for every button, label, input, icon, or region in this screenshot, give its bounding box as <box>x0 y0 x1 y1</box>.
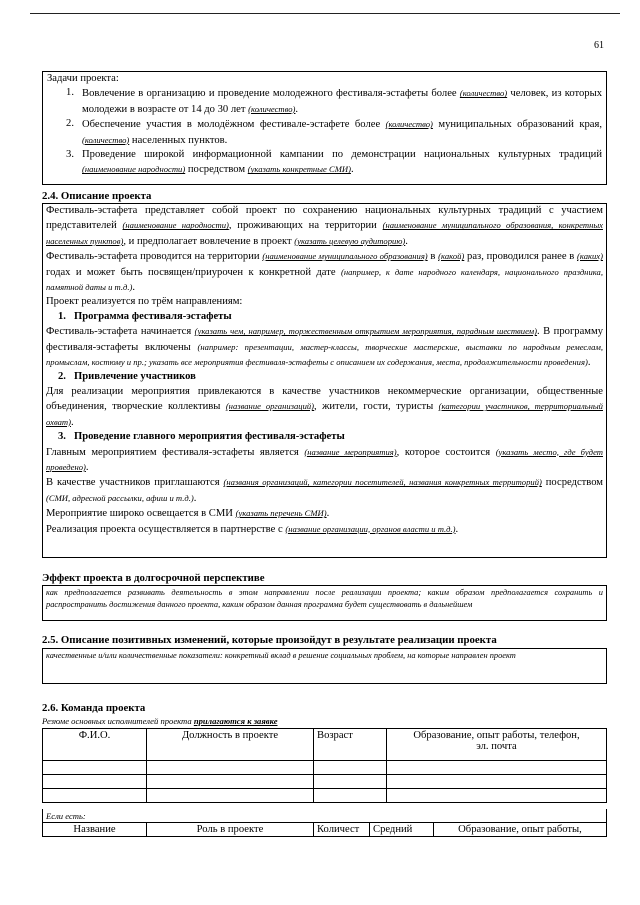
team-table-row <box>43 761 607 775</box>
tasks-heading: Задачи проекта: <box>47 73 119 84</box>
partners-table <box>42 822 607 837</box>
direction-3-text: Главным мероприятием фестиваля-эстафеты является (название мероприятия), которое состоится (указать место, где будет проведено). <box>46 446 604 473</box>
page-number: 61 <box>594 40 604 51</box>
header-quantity: Количест <box>314 823 370 837</box>
direction-3-title: 3. Проведение главного мероприятия фестиваля-эстафеты <box>58 431 345 443</box>
description-paragraph-2: Фестиваль-эстафета проводится на территории (наименование муниципального образования) в (какой) раз, проводился ранее в (каких) годах и может быть посвящен/приурочен к конкретной дате (например, к дате народного календаря, национального праздника, памятной даты и т.д.). <box>46 251 603 294</box>
team-table-row <box>43 789 607 803</box>
section-2-4-heading: 2.4. Описание проекта <box>42 190 152 202</box>
directions-intro: Проект реализуется по трём направлениям: <box>46 296 243 308</box>
task-item-1: 1. Вовлечение в организацию и проведение молодежного фестиваля-эстафеты более (количество) человек, из которых молодежи в возрасте от 14 до 30 лет (количество). <box>66 87 602 115</box>
positive-changes-box: качественные и/или количественные показатели: конкретный вклад в решение социальных проблем, на которые направлен проект <box>42 648 607 684</box>
team-table <box>42 728 607 803</box>
effect-box: как предполагается развивать деятельность в этом направлении после реализации проекта; каким образом предполагается сохранить и распространить достижения данного проекта, каким образом данная программа будет существовать в дальнейшем <box>42 585 607 621</box>
resume-note: Резюме основных исполнителей проекта прилагаются к заявке <box>42 716 278 726</box>
direction-1-text: Фестиваль-эстафета начинается (указать чем, например, торжественным открытием мероприятия, парадным шествием). В программу фестиваля-эстафеты включены (например: презентации, мастер-классы, творческие мастерские, выставки по народным ремеслам, промыслам, костюму и пр.; указать все мероприятия фестиваля-эстафеты с описанием их содержания, места, продолжительности проведения). <box>46 326 603 369</box>
header-name: Название <box>43 823 147 837</box>
direction-2-title: 2. Привлечение участников <box>58 371 196 383</box>
team-table-header <box>43 729 607 761</box>
task-item-2: 2. Обеспечение участия в молодёжном фестивале-эстафете более (количество) муниципальных образований края, (количество) населенных пунктов. <box>66 118 602 146</box>
direction-3-participants: В качестве участников приглашаются (названия организаций, категории посетителей, названия конкретных территорий) посредством (СМИ, адресной рассылки, афиш и т.д.). <box>46 477 603 504</box>
project-description-box <box>42 203 607 558</box>
section-2-5-heading: 2.5. Описание позитивных изменений, которые произойдут в результате реализации проекта <box>42 634 497 646</box>
effect-heading: Эффект проекта в долгосрочной перспективе <box>42 572 265 584</box>
description-paragraph-1: Фестиваль-эстафета представляет собой проект по сохранению национальных культурных традиций с участием представителей (наименование народности), проживающих на территории (наименование муниципального образования, конкретных населенных пунктов), и предполагает вовлечение в проект (указать целевую аудиторию). <box>46 205 603 247</box>
header-role: Роль в проекте <box>147 823 314 837</box>
if-any-label: Если есть: <box>42 809 607 823</box>
header-org-education: Образование, опыт работы, <box>434 823 607 837</box>
top-rule <box>30 13 620 14</box>
partners-table-header <box>43 823 607 837</box>
direction-3-partners: Реализация проекта осуществляется в партнерстве с (название организации, органов власти и т.д.). <box>46 523 459 535</box>
header-education: Образование, опыт работы, телефон, эл. почта <box>387 729 607 761</box>
direction-3-media: Мероприятие широко освещается в СМИ (указать перечень СМИ). <box>46 508 330 520</box>
section-2-6-heading: 2.6. Команда проекта <box>42 702 146 714</box>
header-fio: Ф.И.О. <box>43 729 147 761</box>
header-average: Средний <box>370 823 434 837</box>
header-position: Должность в проекте <box>147 729 314 761</box>
team-table-row <box>43 775 607 789</box>
header-age: Возраст <box>314 729 387 761</box>
tasks-box <box>42 71 607 185</box>
task-item-3: 3. Проведение широкой информационной кампании по демонстрации национальных культурных традиций (наименование народности) посредством (указать конкретные СМИ). <box>66 149 602 176</box>
direction-1-title: 1. Программа фестиваля-эстафеты <box>58 310 232 322</box>
direction-2-text: Для реализации мероприятия привлекаются в качестве участников некоммерческие организации, общественные объединения, творческие коллективы (название организаций), жители, гости, туристы (категории участников, территориальный охват). <box>46 385 603 428</box>
